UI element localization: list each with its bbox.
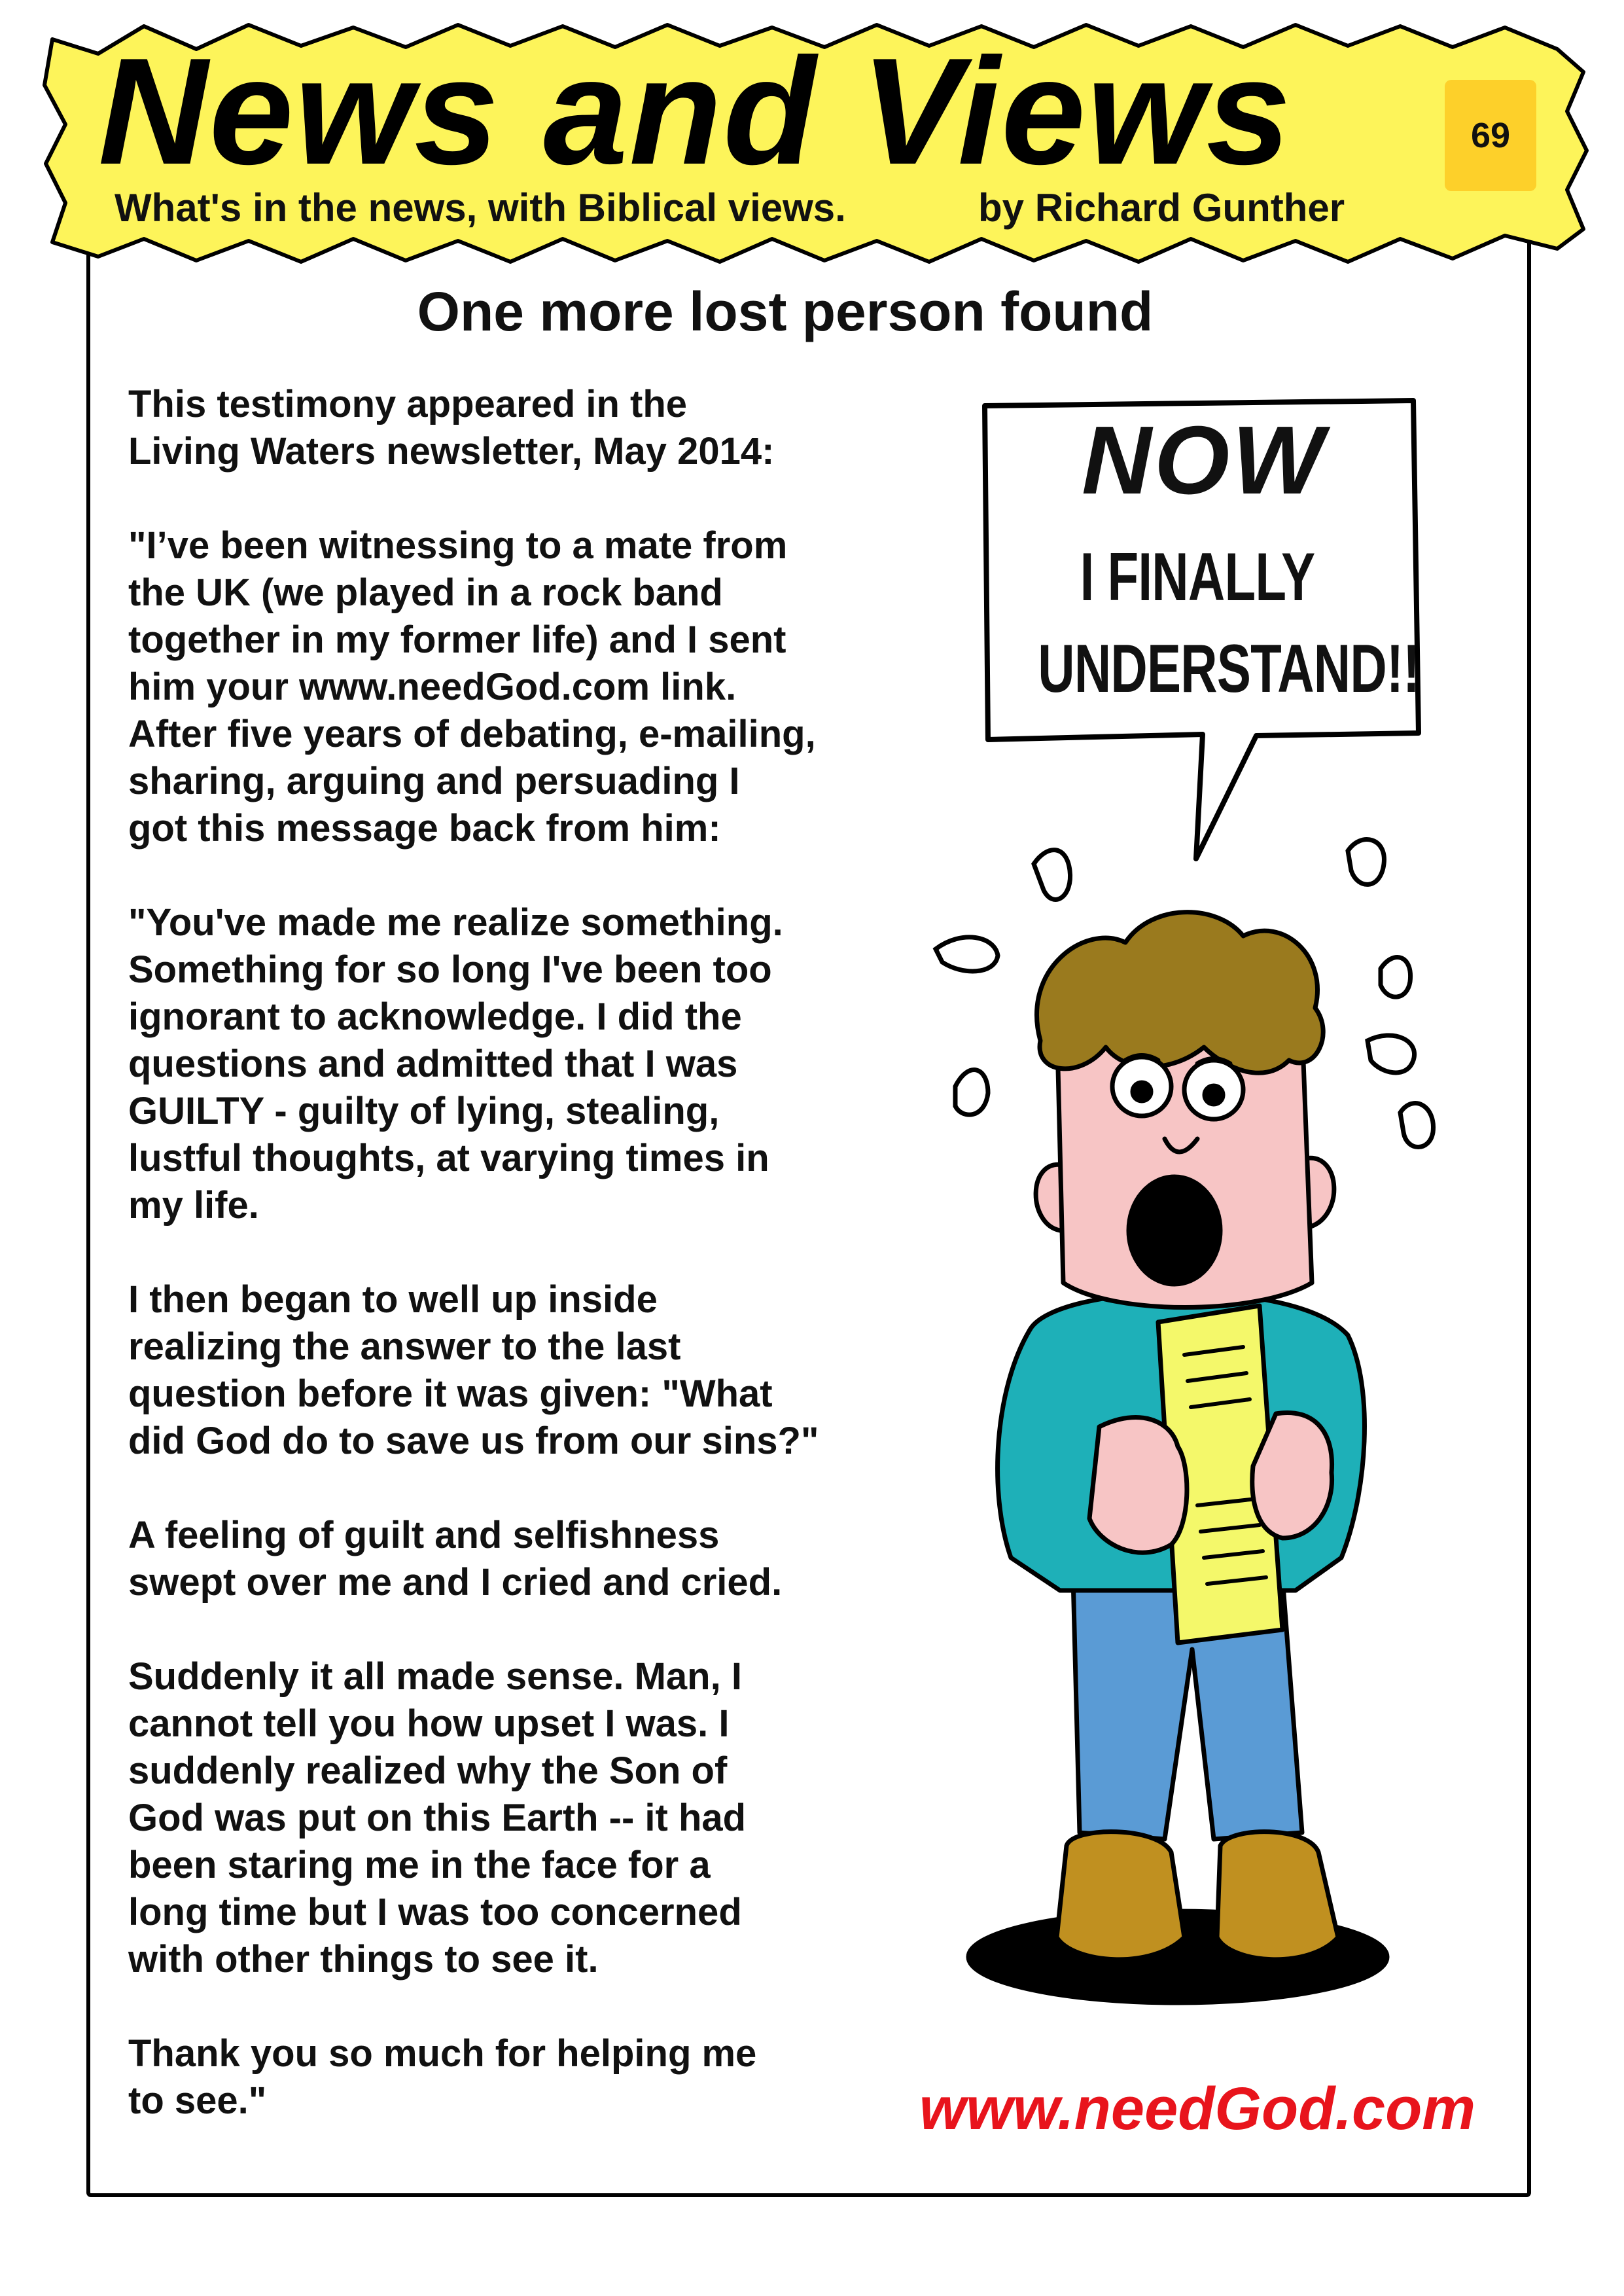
issue-number-badge: 69 [1445,80,1536,191]
article-paragraph: "I’ve been witnessing to a mate from the UK (we played in a rock band together in my former life) and I sent him your www.needGod.com link. After five years of debating, e-mailing, sharing, arguing and persuading I got this message back from him: [128,524,816,850]
tagline: What's in the news, with Biblical views. [115,186,846,230]
speech-bubble-line-2: I FINALLY [1080,539,1315,615]
article-paragraph: "You've made me realize something. Something for so long I've been too ignorant to acknowledge. I did the questions and admitted that I was GUILTY - guilty of lying, stealing, lustful thoughts, at varying times in my life. [128,901,783,1227]
article-paragraph: Suddenly it all made sense. Man, I cannot tell you how upset I was. I suddenly realized why the Son of God was put on this Earth -- it had been staring me in the face for a long time but I was too concerned with other things to see it. [128,1655,747,1981]
article-headline: One more lost person found [417,281,1154,342]
article-paragraph: Thank you so much for helping me to see." [128,2032,757,2122]
article-paragraph: A feeling of guilt and selfishness swept over me and I cried and cried. [128,1514,783,1604]
website-link[interactable]: www.needGod.com [919,2075,1476,2142]
article-body [128,381,966,2172]
article-paragraph: I then began to well up inside realizing the answer to the last question before it was given: "What did God do to save us from our sins?" [128,1278,819,1462]
newsletter-title: News and Views [98,27,1292,196]
speech-bubble-now: NOW [1082,406,1326,514]
speech-bubble-line-3: UNDERSTAND!! [1038,631,1420,707]
article-paragraph: This testimony appeared in the Living Waters newsletter, May 2014: [128,383,775,473]
byline: by Richard Gunther [978,186,1345,230]
